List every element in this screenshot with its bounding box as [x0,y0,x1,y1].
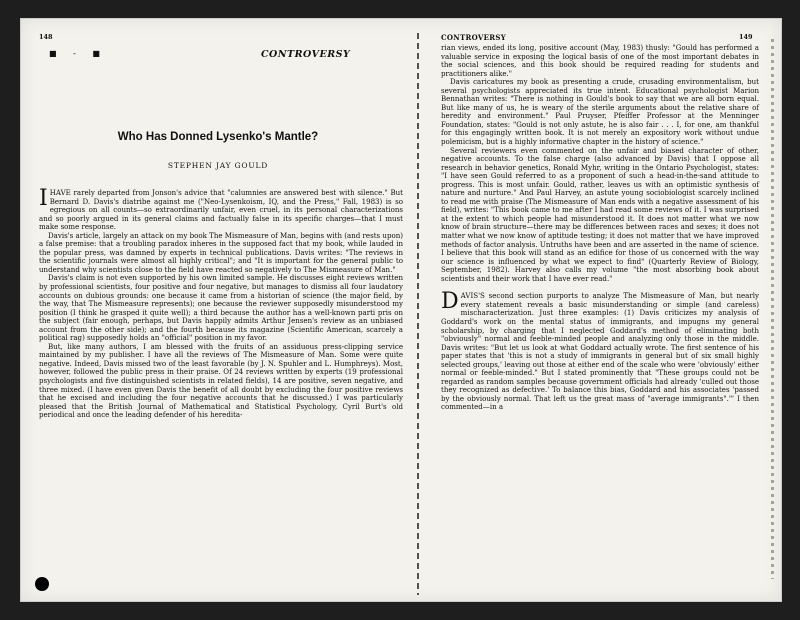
scan-edge [771,39,774,579]
paragraph: But, like many authors, I am blessed with the fruits of an assiduous press-clipping service maintained by my publisher. I have all the reviews of The Mismeasure of Man. Some were quite negative. Indeed, Davis missed two of the least favorable (by J. N. Spuhler and L. Humphreys). Most, however, followed the public press in their praise. Of 24 reviews written by experts (19 professional psychologists and five distinguished scientists in related fields), 14 are positive, seven negative, and three mixed. (I have even given Davis the benefit of all doubt by excluding the four positive reviews that he excised and including the four negative accounts that he discussed.) I was particularly pleased that the British Journal of Mathematical and Statistical Psychology, Cyril Burt's old periodical and once the leading defender of his heredita- [39,341,403,420]
drop-cap: D [441,289,459,315]
scanned-spread [20,18,782,602]
registration-marks [49,49,114,58]
registration-mark: - [73,49,76,58]
paragraph: IHAVE rarely departed from Jonson's advice that "calumnies are answered best with silence." But Bernard D. Davis's diatribe against me ("Neo-Lysenkoism, IQ, and the Press," Fall, 1983) is so egregious on all counts—so extraordinarily unfair, even cruel, in its personal characterizations and so poorly argued in its general claims and factually false in its specific charges—that I must make some response. [39,186,403,232]
registration-mark: ■ [92,49,100,58]
page-gutter [417,33,419,595]
binder-hole [35,577,49,591]
right-folio: 149 [739,33,753,41]
right-column [441,44,759,412]
paragraph: Several reviewers even commented on the unfair and biased character of other, negative accounts. To the false charge (also advanced by Davis) that I oppose all research in behavior genetics, Ronald Myhr, writing in the Ontario Psychologist, states: "I have seen Gould referred to as a proponent of such a head-in-the-sand attitude to progress. This is most unfair. Gould, rather, leaves us with an optimistic synthesis of nature and nurture." And Paul Harvey, an astute young sociobiologist scarcely inclined to read me with praise (The Mismeasure of Man ends with a negative assessment of his field), writes: "This book came to me after I had read some reviews of it. I was surprised at the extent to which people had misunderstood it. It does not matter what we now know of brain structure—there may be differences between races and sexes; it does not matter what we now know of aptitude testing; it does not matter that we have improved methods of factor analysis. Untruths have been and are asserted in the name of science. I believe that this book will stand as an edifice for those of us concerned with the way our science is influenced by what we expect to find" (Quarterly Review of Biology, September, 1982). Harvey also calls my volume "the most absorbing book about scientists and their work that I have ever read." [441,145,759,283]
paragraph: DAVIS'S second section purports to analyze The Mismeasure of Man, but nearly every statement reveals a basic misunderstanding or simple (and careless) mischaracterization. Just three examples: (1) Davis criticizes my analysis of Goddard's work on the mental status of immigrants, and impugns my general scholarship, by charging that I neglected Goddard's method of eliminating both "obviously" normal and feeble-minded people and analyzing only those in the middle. Davis writes: "But let us look at what Goddard actually wrote. The first sentence of his paper states that 'this is not a study of immigrants in general but of six small highly selected groups,' leaving out those at either end of the scale who were 'obviously' either normal or feeble-minded." But I stated prominently that "These groups could not be regarded as random samples because government officials had already 'culled out those they recognized as defective.' To balance this bias, Goddard and his associates 'passed by the obviously normal. That left us the great mass of "average immigrants".'" I then commented—in a [441,289,759,412]
left-column [39,186,403,420]
drop-cap: I [39,186,48,211]
article-author: STEPHEN JAY GOULD [167,161,269,170]
right-running-head: CONTROVERSY [441,33,507,42]
paragraph: Davis caricatures my book as presenting a crude, crusading environmentalism, but several psychologists appreciated its true intent. Educational psychologist Marion Bennathan writes: "There is nothing in Gould's book to say that we are all born equal. But like many of us, he is weary of the sterile arguments about the relative share of heredity and environment." Paul Pruyser, Pfeiffer Professor at the Menninger Foundation, states: "Gould is not only astute, he is also fair . . . I, for one, am thankful for this engagingly written book. It is not merely an expository work without undue polemicism, but is a highly informative chapter in the history of science." [441,77,759,147]
registration-mark: ■ [49,49,57,58]
paragraph: Davis's article, largely an attack on my book The Mismeasure of Man, begins with (and rests upon) a false premise: that a troubling paradox inheres in the supposed fact that my book, while lauded in the popular press, was damned by experts in technical publications. Davis writes: "The reviews in the scientific journals were almost all highly critical"; and "It is important for the general public to understand why scientists close to the field have reacted so negatively to The Mismeasure of Man." [39,230,403,274]
left-running-head: CONTROVERSY [261,49,351,60]
article-title: Who Has Donned Lysenko's Mantle? [117,131,319,143]
paragraph: Davis's claim is not even supported by his own limited sample. He discusses eight reviews written by professional scientists, four positive and four negative, but manages to dismiss all four laudatory accounts on dubious grounds: one because it came from a historian of science (the major field, by the way, that The Mismeasure represents); one because the reviewer supposedly misunderstood my position (I think he grasped it quite well); a third because the author has a well-known parti pris on the subject (fair enough, perhaps, but Davis happily admits Arthur Jensen's review as an unbiased account from the other side); and the fourth because its magazine (Scientific American, scarcely a political rag) supposedly holds an "official" position in my favor. [39,273,403,343]
paragraph: rian views, ended its long, positive account (May, 1983) thusly: "Gould has performed a valuable service in exposing the logical basis of one of the most important debates in the social sciences, and this book should be required reading for students and practitioners alike." [441,43,759,78]
left-folio: 148 [39,33,53,41]
